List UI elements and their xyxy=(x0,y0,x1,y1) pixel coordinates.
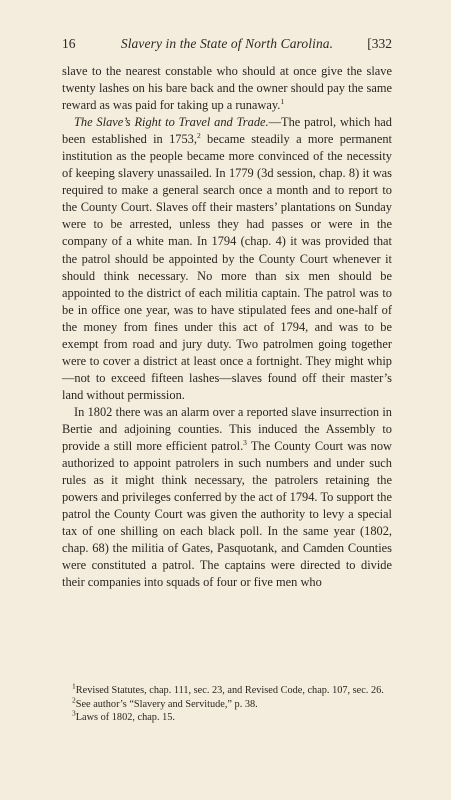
series-number: [332 xyxy=(367,36,392,51)
paragraph-2-text-b: became steadily a more permanent institution as the people became more convinced of the necessity of keeping slavery unassailed. In 1779 (3d session, chap. 8) it was required to make a general search once a month and to report to the County Court. Slaves off their masters’ plantations on Sunday were to be arrested, unless they had passes or were in the company of a white man. In 1794 (chap. 4) it was provided that the patrol should be appointed by the County Court whenever it should think necessary. No more than six men should be appointed to the district of each militia captain. The patrol was to be in office one year, was to have stipulated fees and one-half of the money from fines under this act of 1794, and was to be exempt from road and jury duty. Two patrolmen going together were to cover a district at least once a fortnight. They might whip—not to exceed fifteen lashes—slaves found off their master’s land without permission. xyxy=(62,132,392,402)
footnote-1 xyxy=(62,681,392,698)
footnote-ref-2: 2 xyxy=(196,131,201,141)
paragraph-3-text-a: In 1802 there was an alarm over a reported slave insurrection in Bertie and adjoining counties. This induced the Assembly to provide a still more efficient patrol. xyxy=(62,404,392,454)
footnote-ref-1: 1 xyxy=(280,96,285,106)
footnote-mark-2: 2 xyxy=(72,695,76,705)
paragraph-1-text: slave to the nearest constable who should at once give the slave twenty lashes on his bare back and the owner should pay the same reward as was paid for taking up a runaway. xyxy=(62,64,392,113)
footnote-mark-3: 3 xyxy=(72,708,76,718)
running-title: Slavery in the State of North Carolina. xyxy=(120,36,334,51)
paragraph-2-text-a: —The patrol, which had been established in 1753, xyxy=(62,115,392,147)
footnote-mark-1: 1 xyxy=(72,681,76,691)
footnotes xyxy=(62,681,392,725)
footnote-text-3: Laws of 1802, chap. 15. xyxy=(75,712,175,724)
paragraph-1 xyxy=(62,63,392,114)
paragraph-3 xyxy=(62,404,392,592)
footnote-text-2: See author’s “Slavery and Servitude,” p. 38. xyxy=(75,698,258,710)
paragraph-3-text-b: The County Court was now authorized to appoint patrolers in such numbers and under such rules as it might think necessary, the patrolers retaining the powers and privileges conferred by the act of 1794. To support the patrol the County Court was given the authority to levy a special tax of one shilling on each black poll. In the same year (1802, chap. 68) the militia of Gates, Pasquotank, and Camden Counties were constituted a patrol. The captains were directed to divide their companies into squads of four or five men who xyxy=(62,439,392,590)
section-heading: The Slave’s Right to Travel and Trade. xyxy=(74,115,269,130)
footnote-text-1: Revised Statutes, chap. 111, sec. 23, and Revised Code, chap. 107, sec. 26. xyxy=(75,685,384,696)
footnote-ref-3: 3 xyxy=(243,437,247,447)
paragraph-2 xyxy=(62,114,392,404)
body-text xyxy=(62,63,392,591)
running-header xyxy=(62,34,392,54)
page-number: 16 xyxy=(62,36,76,51)
footnote-2 xyxy=(62,695,392,712)
footnote-3 xyxy=(62,708,392,725)
